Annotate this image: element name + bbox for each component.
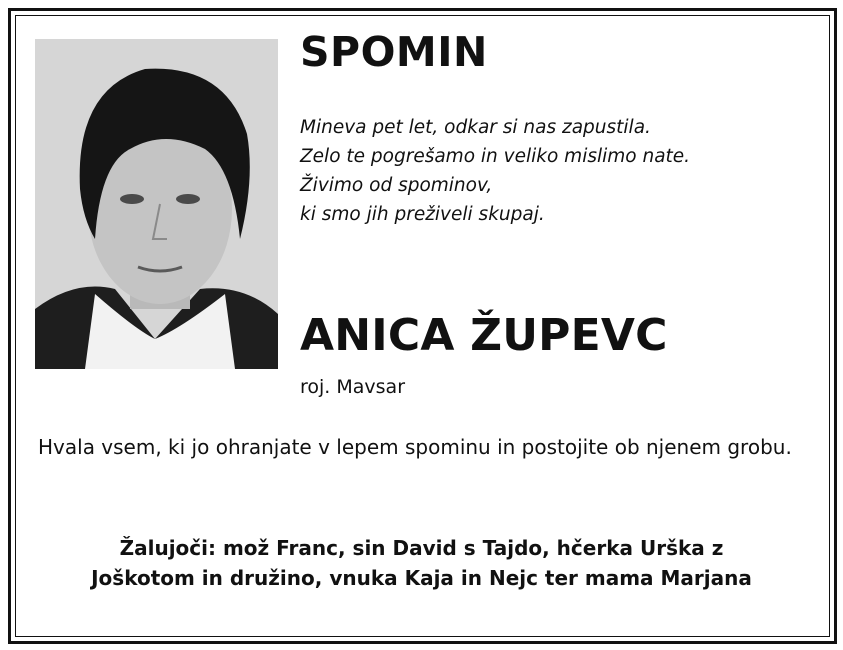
deceased-name: ANICA ŽUPEVC bbox=[300, 310, 668, 361]
poem-line: Živimo od spominov, bbox=[300, 175, 493, 196]
maiden-name: roj. Mavsar bbox=[300, 376, 406, 398]
portrait-photo bbox=[35, 39, 278, 369]
notice-heading: SPOMIN bbox=[300, 28, 488, 76]
mourners-line: Žalujoči: mož Franc, sin David s Tajdo, hčerka Urška z bbox=[119, 536, 724, 560]
mourners-list bbox=[20, 533, 823, 593]
poem-line: Mineva pet let, odkar si nas zapustila. bbox=[300, 117, 651, 138]
poem-line: Zelo te pogrešamo in veliko mislimo nate. bbox=[300, 146, 691, 167]
thanks-text: Hvala vsem, ki jo ohranjate v lepem spominu in postojite ob njenem grobu. bbox=[38, 435, 792, 459]
poem-line: ki smo jih preživeli skupaj. bbox=[300, 204, 545, 225]
memorial-poem bbox=[300, 113, 690, 229]
mourners-line: Joškotom in družino, vnuka Kaja in Nejc ter mama Marjana bbox=[91, 566, 752, 590]
